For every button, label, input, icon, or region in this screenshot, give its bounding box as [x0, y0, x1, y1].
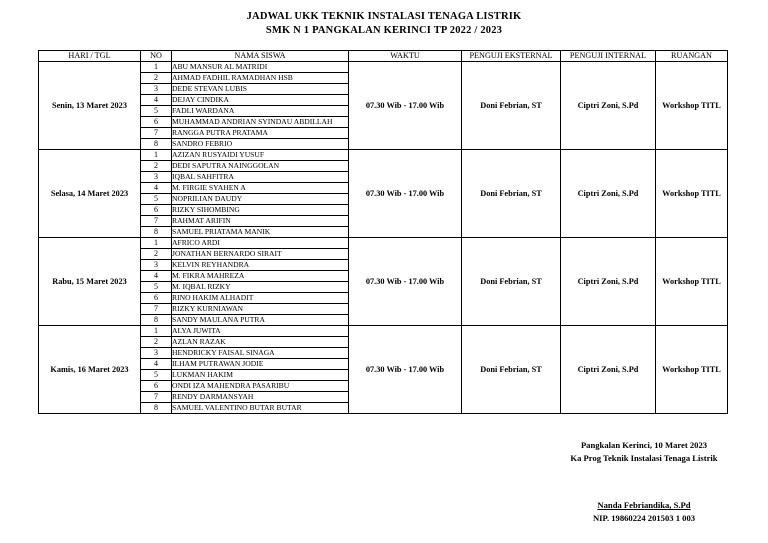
room-cell: Workshop TITL	[656, 238, 728, 326]
day-cell: Kamis, 16 Maret 2023	[39, 326, 141, 414]
student-number: 7	[141, 128, 172, 139]
student-name: AZIZAN RUSYAIDI YUSUF	[172, 150, 349, 161]
internal-examiner-cell: Ciptri Zoni, S.Pd	[561, 150, 656, 238]
student-number: 3	[141, 172, 172, 183]
table-row	[39, 238, 728, 249]
student-name: RAHMAT ARIFIN	[172, 216, 349, 227]
student-name: KELVIN REYHANDRA	[172, 260, 349, 271]
student-name: HENDRICKY FAISAL SINAGA	[172, 348, 349, 359]
student-name: DEDE STEVAN LUBIS	[172, 84, 349, 95]
signer-role: Ka Prog Teknik Instalasi Tenaga Listrik	[570, 453, 718, 463]
header-day: HARI / TGL	[39, 51, 141, 62]
student-name: RANGGA PUTRA PRATAMA	[172, 128, 349, 139]
student-number: 8	[141, 403, 172, 414]
header-row	[39, 51, 728, 62]
room-cell: Workshop TITL	[656, 150, 728, 238]
day-cell: Selasa, 14 Maret 2023	[39, 150, 141, 238]
student-name: RINO HAKIM ALHADIT	[172, 293, 349, 304]
student-name: SAMUEL PRIATAMA MANIK	[172, 227, 349, 238]
student-number: 5	[141, 370, 172, 381]
student-name: M. IQBAL RIZKY	[172, 282, 349, 293]
student-number: 1	[141, 150, 172, 161]
table-row	[39, 150, 728, 161]
time-cell: 07.30 Wib - 17.00 Wib	[349, 238, 462, 326]
student-number: 6	[141, 381, 172, 392]
student-number: 6	[141, 293, 172, 304]
student-number: 8	[141, 139, 172, 150]
student-number: 4	[141, 183, 172, 194]
student-number: 3	[141, 260, 172, 271]
student-name: SAMUEL VALENTINO BUTAR BUTAR	[172, 403, 349, 414]
student-number: 2	[141, 73, 172, 84]
student-number: 7	[141, 216, 172, 227]
day-cell: Rabu, 15 Maret 2023	[39, 238, 141, 326]
internal-examiner-cell: Ciptri Zoni, S.Pd	[561, 326, 656, 414]
student-number: 1	[141, 62, 172, 73]
student-number: 5	[141, 194, 172, 205]
internal-examiner-cell: Ciptri Zoni, S.Pd	[561, 62, 656, 150]
student-name: AFRICO ARDI	[172, 238, 349, 249]
internal-examiner-cell: Ciptri Zoni, S.Pd	[561, 238, 656, 326]
table-row	[39, 62, 728, 73]
student-number: 7	[141, 304, 172, 315]
student-number: 7	[141, 392, 172, 403]
student-name: IQBAL SAHFITRA	[172, 172, 349, 183]
student-number: 1	[141, 326, 172, 337]
header-external-examiner: PENGUJI EKSTERNAL	[462, 51, 561, 62]
signer-name: Nanda Febriandika, S.Pd	[597, 500, 691, 510]
student-name: LUKMAN HAKIM	[172, 370, 349, 381]
external-examiner-cell: Doni Febrian, ST	[462, 326, 561, 414]
student-number: 6	[141, 117, 172, 128]
student-name: RIZKY SIHOMBING	[172, 205, 349, 216]
student-number: 2	[141, 337, 172, 348]
room-cell: Workshop TITL	[656, 326, 728, 414]
student-number: 4	[141, 95, 172, 106]
external-examiner-cell: Doni Febrian, ST	[462, 238, 561, 326]
student-name: M. FIKRA MAHREZA	[172, 271, 349, 282]
student-name: ONDI IZA MAHENDRA PASARIBU	[172, 381, 349, 392]
room-cell: Workshop TITL	[656, 62, 728, 150]
student-name: RENDY DARMANSYAH	[172, 392, 349, 403]
time-cell: 07.30 Wib - 17.00 Wib	[349, 150, 462, 238]
student-name: ALYA JUWITA	[172, 326, 349, 337]
student-number: 4	[141, 359, 172, 370]
student-name: FADLI WARDANA	[172, 106, 349, 117]
student-number: 5	[141, 282, 172, 293]
student-number: 2	[141, 249, 172, 260]
table-row	[39, 326, 728, 337]
schedule-body	[39, 62, 728, 414]
time-cell: 07.30 Wib - 17.00 Wib	[349, 326, 462, 414]
header-internal-examiner: PENGUJI INTERNAL	[561, 51, 656, 62]
student-number: 8	[141, 315, 172, 326]
day-cell: Senin, 13 Maret 2023	[39, 62, 141, 150]
header-no: NO	[141, 51, 172, 62]
student-number: 1	[141, 238, 172, 249]
student-number: 2	[141, 161, 172, 172]
header-time: WAKTU	[349, 51, 462, 62]
place-date: Pangkalan Kerinci, 10 Maret 2023	[580, 440, 708, 450]
header-name: NAMA SISWA	[172, 51, 349, 62]
header-room: RUANGAN	[656, 51, 728, 62]
student-name: NOPRILIAN DAUDY	[172, 194, 349, 205]
student-name: JONATHAN BERNARDO SIRAIT	[172, 249, 349, 260]
student-number: 3	[141, 84, 172, 95]
student-name: MUHAMMAD ANDRIAN SYINDAU ABDILLAH	[172, 117, 349, 128]
student-name: AHMAD FADHIL RAMADHAN HSB	[172, 73, 349, 84]
student-name: SANDY MAULANA PUTRA	[172, 315, 349, 326]
student-name: DEDI SAPUTRA NAINGGOLAN	[172, 161, 349, 172]
schedule-table	[38, 50, 728, 414]
document-title: JADWAL UKK TEKNIK INSTALASI TENAGA LISTRIK	[246, 11, 522, 22]
external-examiner-cell: Doni Febrian, ST	[462, 62, 561, 150]
student-number: 4	[141, 271, 172, 282]
student-name: ABU MANSUR AL MATRIDI	[172, 62, 349, 73]
student-name: M. FIRGIE SYAHEN A	[172, 183, 349, 194]
student-number: 3	[141, 348, 172, 359]
student-name: ILHAM PUTRAWAN JODIE	[172, 359, 349, 370]
student-number: 8	[141, 227, 172, 238]
time-cell: 07.30 Wib - 17.00 Wib	[349, 62, 462, 150]
student-number: 5	[141, 106, 172, 117]
signer-nip: NIP. 19860224 201503 1 003	[592, 513, 696, 523]
student-name: DEJAY CINDIKA	[172, 95, 349, 106]
student-name: SANDRO FEBRIO	[172, 139, 349, 150]
student-name: RIZKY KURNIAWAN	[172, 304, 349, 315]
external-examiner-cell: Doni Febrian, ST	[462, 150, 561, 238]
student-name: AZLAN RAZAK	[172, 337, 349, 348]
student-number: 6	[141, 205, 172, 216]
document-subtitle: SMK N 1 PANGKALAN KERINCI TP 2022 / 2023	[265, 25, 503, 36]
